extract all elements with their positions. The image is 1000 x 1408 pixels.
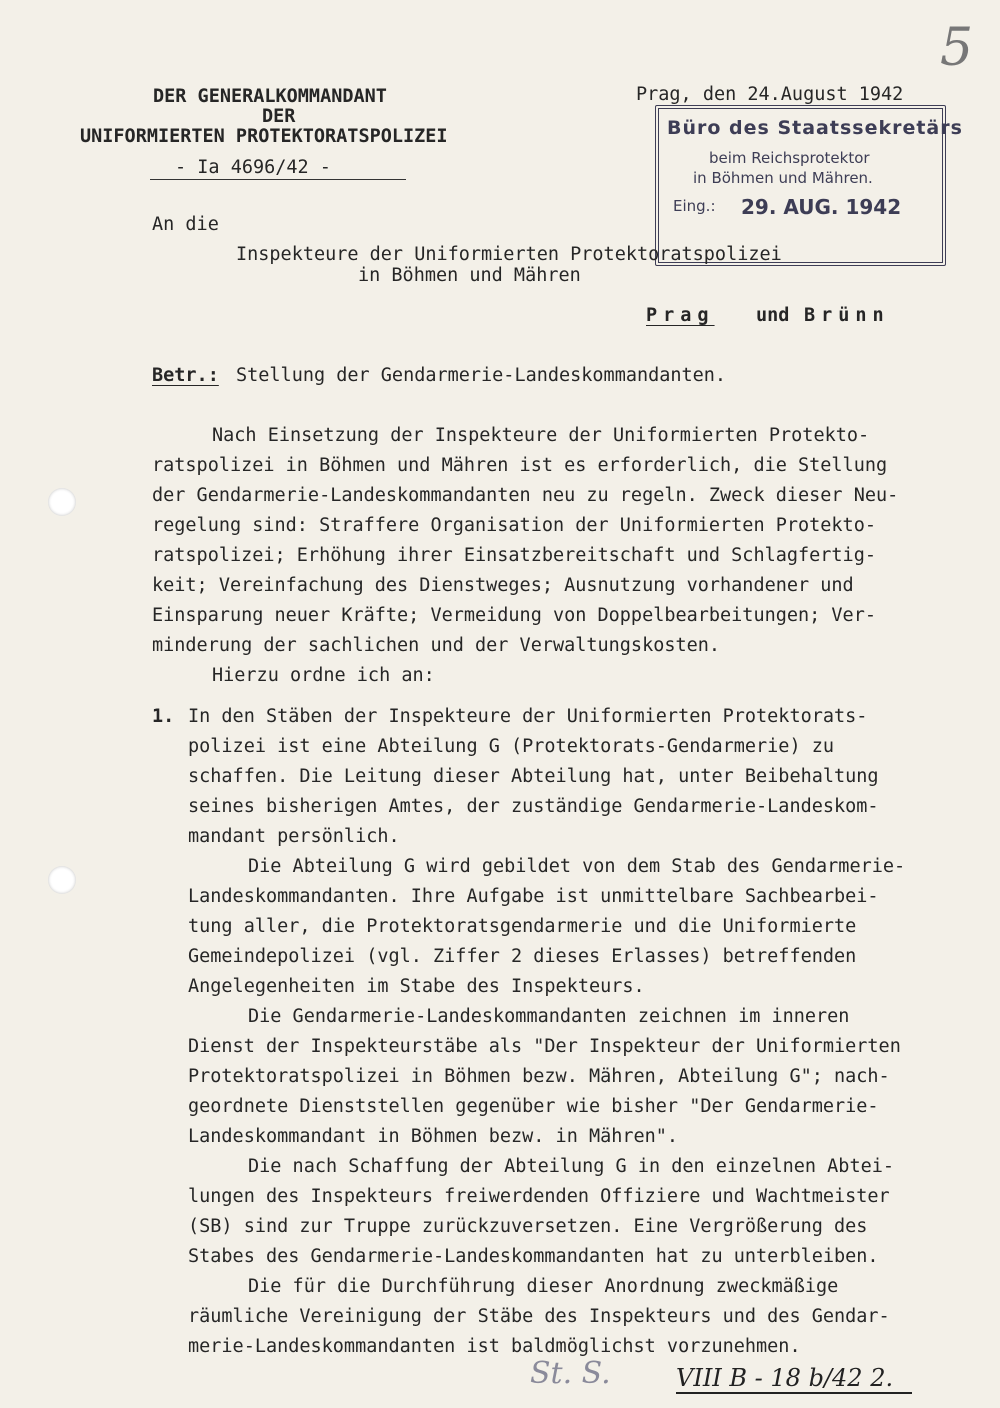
order-line: Hierzu ordne ich an: xyxy=(212,665,435,686)
para5-line: räumliche Vereinigung der Stäbe des Inspekteurs und des Gendar- xyxy=(188,1306,890,1327)
address-line-1: Inspekteure der Uniformierten Protektoratspolizei xyxy=(236,244,782,265)
para3-line: Dienst der Inspekteurstäbe als "Der Inspekteur der Uniformierten xyxy=(188,1036,901,1057)
para2-line: tung aller, die Protektoratsgendarmerie und die Uniformierte xyxy=(188,916,857,937)
intro-line: ratspolizei in Böhmen und Mähren ist es erforderlich, die Stellung xyxy=(152,455,888,476)
salutation: An die xyxy=(152,214,219,235)
stamp-line-1: Büro des Staatssekretärs xyxy=(667,117,963,139)
para4-line: Die nach Schaffung der Abteilung G in den einzelnen Abtei- xyxy=(248,1156,895,1177)
para5-line: Die für die Durchführung dieser Anordnung zweckmäßige xyxy=(248,1276,839,1297)
city-prag: Prag xyxy=(646,305,715,326)
office-stamp: St. S. xyxy=(530,1356,611,1391)
para4-line: lungen des Inspekteurs freiwerdenden Offiziere und Wachtmeister xyxy=(188,1186,890,1207)
item1-line: polizei ist eine Abteilung G (Protektorats-Gendarmerie) zu xyxy=(188,736,835,757)
file-number: VIII B - 18 b/42 2. xyxy=(676,1364,894,1392)
intro-line: Einsparung neuer Kräfte; Vermeidung von Doppelbearbeitungen; Ver- xyxy=(152,605,876,626)
stamp-line-3: in Böhmen und Mähren. xyxy=(693,169,873,187)
intro-line: minderung der sachlichen und der Verwaltungskosten. xyxy=(152,635,721,656)
subject-text: Stellung der Gendarmerie-Landeskommandanten. xyxy=(236,365,727,386)
org-line-2: DER xyxy=(262,106,296,127)
org-line-3: UNIFORMIERTEN PROTEKTORATSPOLIZEI xyxy=(80,126,448,147)
para2-line: Gemeindepolizei (vgl. Ziffer 2 dieses Erlasses) betreffenden xyxy=(188,946,857,967)
para2-line: Angelegenheiten im Stabe des Inspekteurs. xyxy=(188,976,645,997)
stamp-label: Eing.: xyxy=(673,197,716,215)
para3-line: Protektoratspolizei in Böhmen bezw. Mähren, Abteilung G"; nach- xyxy=(188,1066,890,1087)
item1-line: In den Stäben der Inspekteure der Uniformierten Protektorats- xyxy=(188,706,868,727)
city-bruenn: Brünn xyxy=(804,305,890,326)
subject-label: Betr.: xyxy=(152,365,219,386)
org-line-1: DER GENERALKOMMANDANT xyxy=(153,86,387,107)
place-date: Prag, den 24.August 1942 xyxy=(636,84,904,105)
punch-hole xyxy=(48,866,76,894)
para4-line: (SB) sind zur Truppe zurückzuversetzen. Eine Vergrößerung des xyxy=(188,1216,868,1237)
reference-underline xyxy=(150,179,406,180)
stamp-line-2: beim Reichsprotektor xyxy=(709,149,870,167)
file-number-underline xyxy=(676,1392,912,1394)
punch-hole xyxy=(48,488,76,516)
para4-line: Stabes des Gendarmerie-Landeskommandanten hat zu unterbleiben. xyxy=(188,1246,879,1267)
intro-line: Nach Einsetzung der Inspekteure der Uniformierten Protekto- xyxy=(212,425,870,446)
receipt-stamp xyxy=(655,105,963,266)
intro-line: regelung sind: Straffere Organisation der Uniformierten Protekto- xyxy=(152,515,876,536)
reference-number: - Ia 4696/42 - xyxy=(175,157,331,178)
para5-line: merie-Landeskommandanten ist baldmöglichst vorzunehmen. xyxy=(188,1336,801,1357)
item1-line: mandant persönlich. xyxy=(188,826,400,847)
para2-line: Die Abteilung G wird gebildet von dem Stab des Gendarmerie- xyxy=(248,856,906,877)
item1-line: seines bisherigen Amtes, der zuständige Gendarmerie-Landeskom- xyxy=(188,796,879,817)
para3-line: Landeskommandant in Böhmen bezw. in Mähren". xyxy=(188,1126,679,1147)
item1-line: schaffen. Die Leitung dieser Abteilung hat, unter Beibehaltung xyxy=(188,766,879,787)
intro-line: ratspolizei; Erhöhung ihrer Einsatzbereitschaft und Schlagfertig- xyxy=(152,545,876,566)
intro-line: keit; Vereinfachung des Dienstweges; Ausnutzung vorhandener und xyxy=(152,575,854,596)
address-line-2: in Böhmen und Mähren xyxy=(358,265,581,286)
stamp-date: 29. AUG. 1942 xyxy=(741,195,902,219)
address-und: und xyxy=(756,305,790,326)
margin-note: 5 xyxy=(940,18,974,78)
intro-line: der Gendarmerie-Landeskommandanten neu zu regeln. Zweck dieser Neu- xyxy=(152,485,899,506)
para2-line: Landeskommandanten. Ihre Aufgabe ist unmittelbare Sachbearbei- xyxy=(188,886,879,907)
item-number: 1. xyxy=(152,706,175,727)
para3-line: Die Gendarmerie-Landeskommandanten zeichnen im inneren xyxy=(248,1006,850,1027)
para3-line: geordnete Dienststellen gegenüber wie bisher "Der Gendarmerie- xyxy=(188,1096,879,1117)
